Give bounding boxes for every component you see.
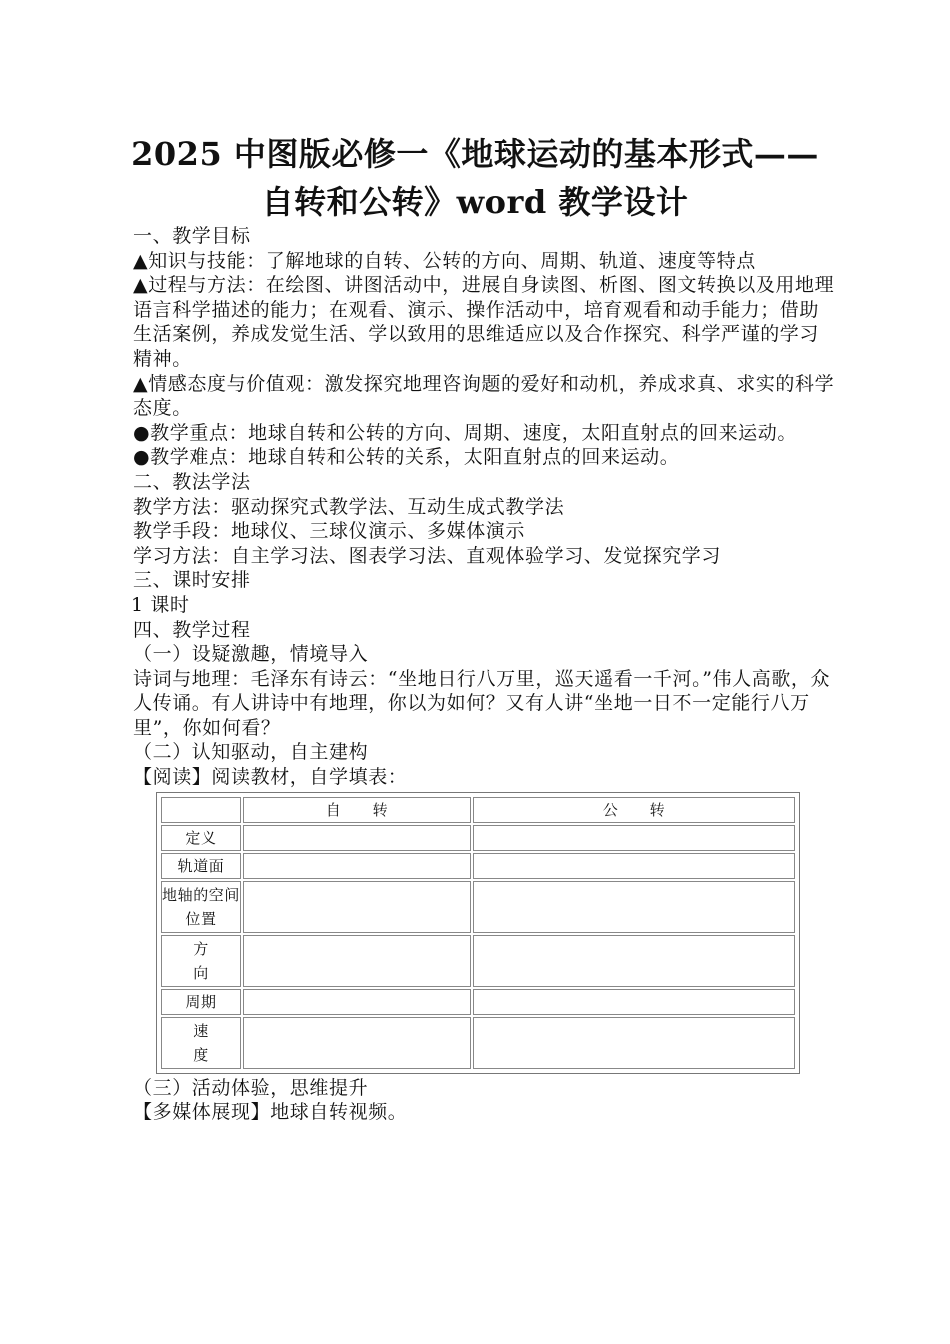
row-label-line: 位置 [185, 909, 217, 928]
table-row [161, 881, 795, 933]
paragraph-teaching-means: 教学手段：地球仪、三球仪演示、多媒体演示 [133, 520, 526, 543]
row-label [161, 1017, 241, 1069]
row-label: 定义 [161, 825, 241, 851]
fill-in-table [159, 795, 797, 1071]
revolution-cell[interactable] [473, 935, 795, 987]
paragraph-knowledge-skills: ▲知识与技能：了解地球的自转、公转的方向、周期、轨道、速度等特点 [133, 249, 756, 272]
row-label-line: 向 [193, 963, 209, 982]
table-row [161, 1017, 795, 1069]
paragraph-step-three: （三）活动体验，思维提升 [133, 1076, 369, 1099]
row-label-line: 度 [193, 1045, 209, 1064]
title-line-1: 2025 中图版必修一《地球运动的基本形式—— [131, 135, 819, 173]
paragraph-learning-methods: 学习方法：自主学习法、图表学习法、直观体验学习、发觉探究学习 [133, 544, 722, 567]
section-heading-process: 四、教学过程 [133, 618, 251, 641]
rotation-cell[interactable] [243, 989, 471, 1015]
table-header-rotation: 自 转 [243, 797, 471, 823]
section-heading-methods: 二、教法学法 [133, 470, 251, 493]
document-body [113, 224, 838, 1125]
paragraph-multimedia: 【多媒体展现】地球自转视频。 [133, 1101, 408, 1124]
table-header-row [161, 797, 795, 823]
revolution-cell[interactable] [473, 881, 795, 933]
table-header-revolution: 公 转 [473, 797, 795, 823]
table-row [161, 853, 795, 879]
section-heading-schedule: 三、课时安排 [133, 569, 251, 592]
table-header-blank [161, 797, 241, 823]
rotation-cell[interactable] [243, 935, 471, 987]
paragraph-poem: 诗词与地理：毛泽东有诗云：“坐地日行八万里，巡天遥看一千河。”伟人高歌，众人传诵。有人讲诗中有地理，你以为如何？又有人讲“坐地一日不一定能行八万里”，你如何看？ [133, 667, 831, 739]
paragraph-teaching-methods: 教学方法：驱动探究式教学法、互动生成式教学法 [133, 495, 565, 518]
rotation-cell[interactable] [243, 1017, 471, 1069]
row-label [161, 881, 241, 933]
row-label [161, 935, 241, 987]
paragraph-process-methods: ▲过程与方法：在绘图、讲图活动中，进展自身读图、析图、图文转换以及用地理语言科学描述的能力；在观看、演示、操作活动中，培育观看和动手能力；借助生活案例，养成发觉生活、学以致用的思维适应以及合作探究、科学严谨的学习精神。 [133, 274, 835, 370]
row-label-line: 速 [193, 1021, 209, 1040]
table-row [161, 935, 795, 987]
revolution-cell[interactable] [473, 825, 795, 851]
rotation-cell[interactable] [243, 853, 471, 879]
paragraph-reading: 【阅读】阅读教材，自学填表： [133, 766, 408, 789]
row-label-line: 方 [193, 939, 209, 958]
paragraph-step-two: （二）认知驱动，自主建构 [133, 741, 369, 764]
table-row [161, 825, 795, 851]
fill-in-table-frame [156, 792, 800, 1074]
revolution-cell[interactable] [473, 1017, 795, 1069]
table-row [161, 989, 795, 1015]
revolution-cell[interactable] [473, 853, 795, 879]
row-label: 周期 [161, 989, 241, 1015]
document-title [100, 130, 850, 226]
paragraph-attitude-values: ▲情感态度与价值观：激发探究地理咨询题的爱好和动机，养成求真、求实的科学态度。 [133, 372, 835, 420]
row-label-line: 地轴的空间 [162, 885, 241, 904]
rotation-cell[interactable] [243, 881, 471, 933]
paragraph-step-one: （一）设疑激趣，情境导入 [133, 643, 369, 666]
paragraph-class-hours: 1 课时 [131, 593, 190, 616]
revolution-cell[interactable] [473, 989, 795, 1015]
paragraph-key-points: ●教学重点：地球自转和公转的方向、周期、速度，太阳直射点的回来运动。 [133, 421, 797, 444]
row-label: 轨道面 [161, 853, 241, 879]
paragraph-difficulties: ●教学难点：地球自转和公转的关系，太阳直射点的回来运动。 [133, 446, 680, 469]
title-line-2: 自转和公转》word 教学设计 [261, 183, 689, 221]
rotation-cell[interactable] [243, 825, 471, 851]
section-heading-objectives: 一、教学目标 [133, 225, 251, 247]
